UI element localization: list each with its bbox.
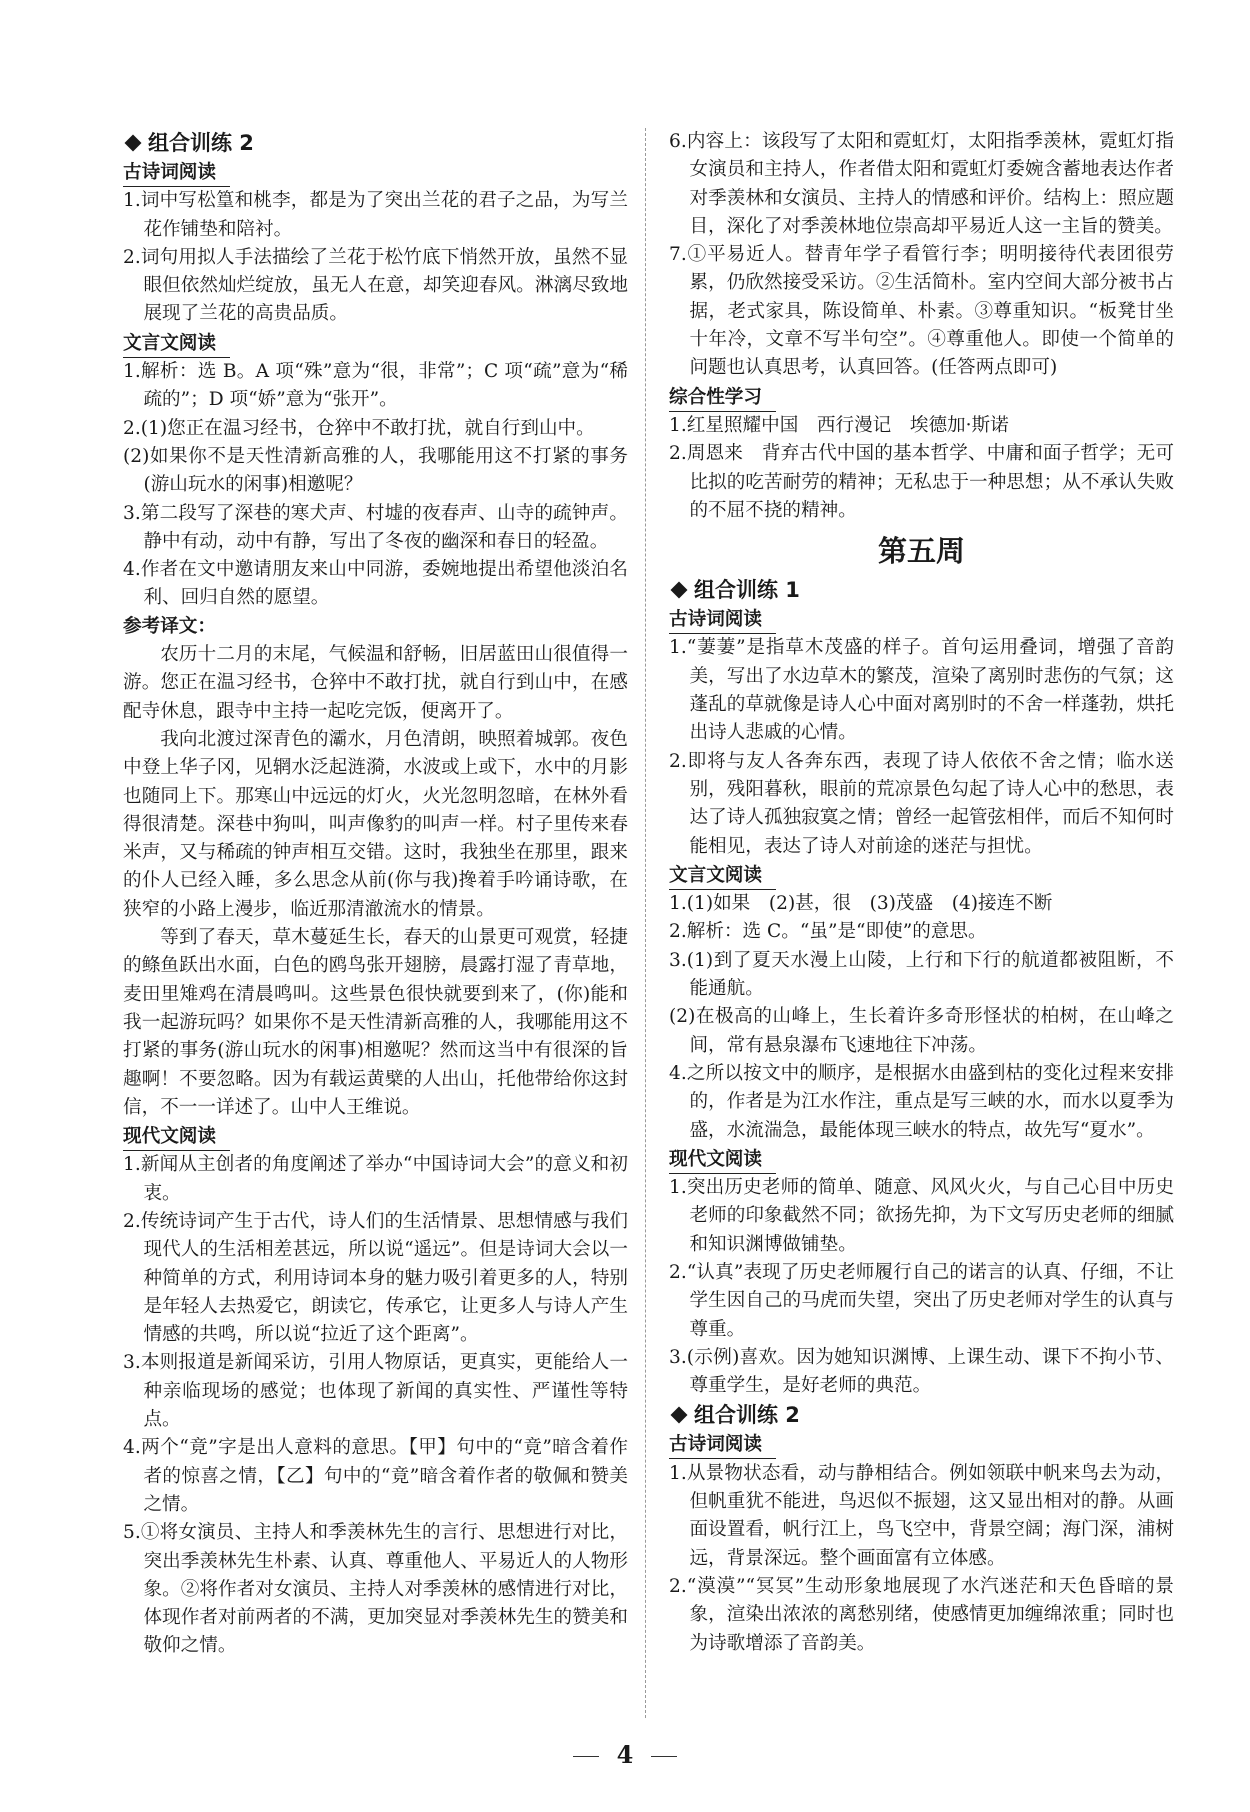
answer-item: 5.①将女演员、主持人和季羡林先生的言行、思想进行对比，突出季羡林先生朴素、认真、尊重他人、平易近人的人物形象。②将作者对女演员、主持人对季羡林的感情进行对比，体现作者对前两者的不满，更加突显对季羡林先生的赞美和敬仰之情。 <box>123 1522 628 1657</box>
answer-item: 2.词句用拟人手法描绘了兰花于松竹底下悄然开放，虽然不显眼但依然灿烂绽放，虽无人在意，却笑迎春风。淋漓尽致地展现了兰花的高贵品质。 <box>123 246 628 325</box>
answer-item: 1.红星照耀中国 西行漫记 埃德加·斯诺 <box>669 414 1009 436</box>
subheading-classical-chinese: 文言文阅读 <box>123 330 230 358</box>
column-divider <box>645 128 646 1718</box>
answer-item: (2)在极高的山峰上，生长着许多奇形怪状的柏树，在山峰之间，常有悬泉瀑布飞速地往下冲荡。 <box>669 1006 1174 1056</box>
right-column <box>669 128 1174 1658</box>
subheading-modern-reading: 现代文阅读 <box>669 1146 776 1174</box>
subheading-modern-reading: 现代文阅读 <box>123 1123 230 1151</box>
page-number: 4 <box>0 1740 1250 1769</box>
translation-paragraph: 我向北渡过深青色的灞水，月色清朗，映照着城郭。夜色中登上华子冈，见辋水泛起涟漪，水波或上或下，水中的月影也随同上下。那寒山中远远的灯火，火光忽明忽暗，在林外看得很清楚。深巷中狗叫，叫声像豹的叫声一样。村子里传来春米声，又与稀疏的钟声相互交错。这时，我独坐在那里，跟来的仆人已经入睡，多么思念从前(你与我)搀着手吟诵诗歌，在狭窄的小路上漫步，临近那清澈流水的情景。 <box>123 728 628 920</box>
week-title: 第五周 <box>877 534 965 569</box>
section-heading: 组合训练 2 <box>669 1400 1174 1430</box>
subheading-ancient-poetry: 古诗词阅读 <box>123 159 230 187</box>
answer-item: 2.“漠漠”“冥冥”生动形象地展现了水汽迷茫和天色昏暗的景象，渲染出浓浓的离愁别绪，使感情更加缠绵浓重；同时也为诗歌增添了音韵美。 <box>669 1575 1174 1654</box>
answer-item: 2.即将与友人各奔东西，表现了诗人依依不舍之情；临水送别，残阳暮秋，眼前的荒凉景色勾起了诗人心中的愁思，表达了诗人孤独寂寞之情；曾经一起管弦相伴，而后不知何时能相见，表达了诗人对前途的迷茫与担忧。 <box>669 750 1174 857</box>
left-column <box>123 128 628 1661</box>
reference-translation-label: 参考译文： <box>123 615 216 637</box>
translation-paragraph: 农历十二月的末尾，气候温和舒畅，旧居蓝田山很值得一游。您正在温习经书，仓猝中不敢打扰，就自行到山中，在感配寺休息，跟寺中主持一起吃完饭，便离开了。 <box>123 644 628 722</box>
subheading-comprehensive-study: 综合性学习 <box>669 384 776 412</box>
answer-item: 2.“认真”表现了历史老师履行自己的诺言的认真、仔细，不让学生因自己的马虎而失望，突出了历史老师对学生的认真与尊重。 <box>669 1261 1174 1340</box>
answer-item: 3.(示例)喜欢。因为她知识渊博、上课生动、课下不拘小节、尊重学生，是好老师的典范。 <box>669 1346 1174 1397</box>
answer-item: 7.①平易近人。替青年学子看管行李；明明接待代表团很劳累，仍欣然接受采访。②生活简朴。室内空间大部分被书占据，老式家具，陈设简单、朴素。③尊重知识。“板凳甘坐十年冷，文章不写半句空”。④尊重他人。即使一个简单的问题也认真思考，认真回答。(任答两点即可) <box>669 244 1174 379</box>
answer-item: 3.(1)到了夏天水漫上山陵，上行和下行的航道都被阻断，不能通航。 <box>669 949 1174 1000</box>
answer-item: 1.新闻从主创者的角度阐述了举办“中国诗词大会”的意义和初衷。 <box>123 1154 628 1204</box>
answer-item: (2)如果你不是天性清新高雅的人，我哪能用这不打紧的事务(游山玩水的闲事)相邀呢？ <box>123 445 628 496</box>
section-heading: 组合训练 1 <box>669 575 1174 605</box>
answer-item: 1.解析：选 B。A 项“殊”意为“很，非常”；C 项“疏”意为“稀疏的”；D 项“娇”意为“张开”。 <box>123 361 628 411</box>
subheading-classical-chinese: 文言文阅读 <box>669 862 776 890</box>
answer-item: 3.第二段写了深巷的寒犬声、村墟的夜春声、山寺的疏钟声。静中有动，动中有静，写出了冬夜的幽深和春日的轻盈。 <box>123 502 628 552</box>
answer-item: 3.本则报道是新闻采访，引用人物原话，更真实，更能给人一种亲临现场的感觉；也体现了新闻的真实性、严谨性等特点。 <box>123 1352 628 1431</box>
diamond-icon <box>671 1407 688 1424</box>
answer-item: 1.从景物状态看，动与静相结合。例如领联中帆来鸟去为动，但帆重犹不能进，鸟迟似不振翅，这又显出相对的静。从画面设置看，帆行江上，鸟飞空中，背景空阔；海门深，浦树远，背景深远。整个画面富有立体感。 <box>669 1462 1174 1569</box>
answer-item: 1.突出历史老师的简单、随意、风风火火，与自己心目中历史老师的印象截然不同；欲扬先抑，为下文写历史老师的细腻和知识渊博做铺垫。 <box>669 1177 1174 1255</box>
subheading-ancient-poetry: 古诗词阅读 <box>669 606 776 634</box>
answer-item: 4.之所以按文中的顺序，是根据水由盛到枯的变化过程来安排的，作者是为江水作注，重点是写三峡的水，而水以夏季为盛，水流湍急，最能体现三峡水的特点，故先写“夏水”。 <box>669 1062 1174 1141</box>
subheading-ancient-poetry: 古诗词阅读 <box>669 1431 776 1459</box>
answer-item: 2.周恩来 背弃古代中国的基本哲学、中庸和面子哲学；无可比拟的吃苦耐劳的精神；无私忠于一种思想；从不承认失败的不屈不挠的精神。 <box>669 443 1174 521</box>
answer-item: 4.两个“竟”字是出人意料的意思。【甲】句中的“竟”暗含着作者的惊喜之情，【乙】句中的“竟”暗含着作者的敬佩和赞美之情。 <box>123 1437 628 1515</box>
answer-item: 2.传统诗词产生于古代，诗人们的生活情景、思想情感与我们现代人的生活相差甚远，所以说“遥远”。但是诗词大会以一种简单的方式，利用诗词本身的魅力吸引着更多的人，特别是年轻人去热爱它，朗读它，传承它，让更多人与诗人产生情感的共鸣，所以说“拉近了这个距离”。 <box>123 1210 628 1346</box>
answer-item: 2.(1)您正在温习经书，仓猝中不敢打扰，就自行到山中。 <box>123 417 595 439</box>
answer-item: 1.词中写松篁和桃李，都是为了突出兰花的君子之品，为写兰花作铺垫和陪衬。 <box>123 190 628 240</box>
diamond-icon <box>125 135 142 152</box>
answer-item: 1.(1)如果 (2)甚，很 (3)茂盛 (4)接连不断 <box>669 893 1053 915</box>
diamond-icon <box>671 582 688 599</box>
answer-item: 1.“萋萋”是指草木茂盛的样子。首句运用叠词，增强了音韵美，写出了水边草木的繁茂，渲染了离别时悲伤的气氛；这蓬乱的草就像是诗人心中面对离别时的不舍一样蓬勃，烘托出诗人悲戚的心情。 <box>669 637 1174 744</box>
answer-item: 4.作者在文中邀请朋友来山中同游，委婉地提出希望他淡泊名利、回归自然的愿望。 <box>123 559 628 609</box>
answer-item: 6.内容上：该段写了太阳和霓虹灯，太阳指季羡林，霓虹灯指女演员和主持人，作者借太阳和霓虹灯委婉含蓄地表达作者对季羡林和女演员、主持人的情感和评价。结构上：照应题目，深化了对季羡林地位崇高却平易近人这一主旨的赞美。 <box>669 131 1174 237</box>
translation-paragraph: 等到了春天，草木蔓延生长，春天的山景更可观赏，轻捷的鲦鱼跃出水面，白色的鸥鸟张开翅膀，晨露打湿了青草地，麦田里雉鸡在清晨鸣叫。这些景色很快就要到来了，(你)能和我一起游玩吗？如果你不是天性清新高雅的人，我哪能用这不打紧的事务(游山玩水的闲事)相邀呢？然而这当中有很深的旨趣啊！不要忽略。因为有载运黄檗的人出山，托他带给你这封信，不一一详述了。山中人王维说。 <box>123 927 628 1118</box>
answer-item: 2.解析：选 C。“虽”是“即使”的意思。 <box>669 921 987 943</box>
section-heading: 组合训练 2 <box>123 128 628 158</box>
